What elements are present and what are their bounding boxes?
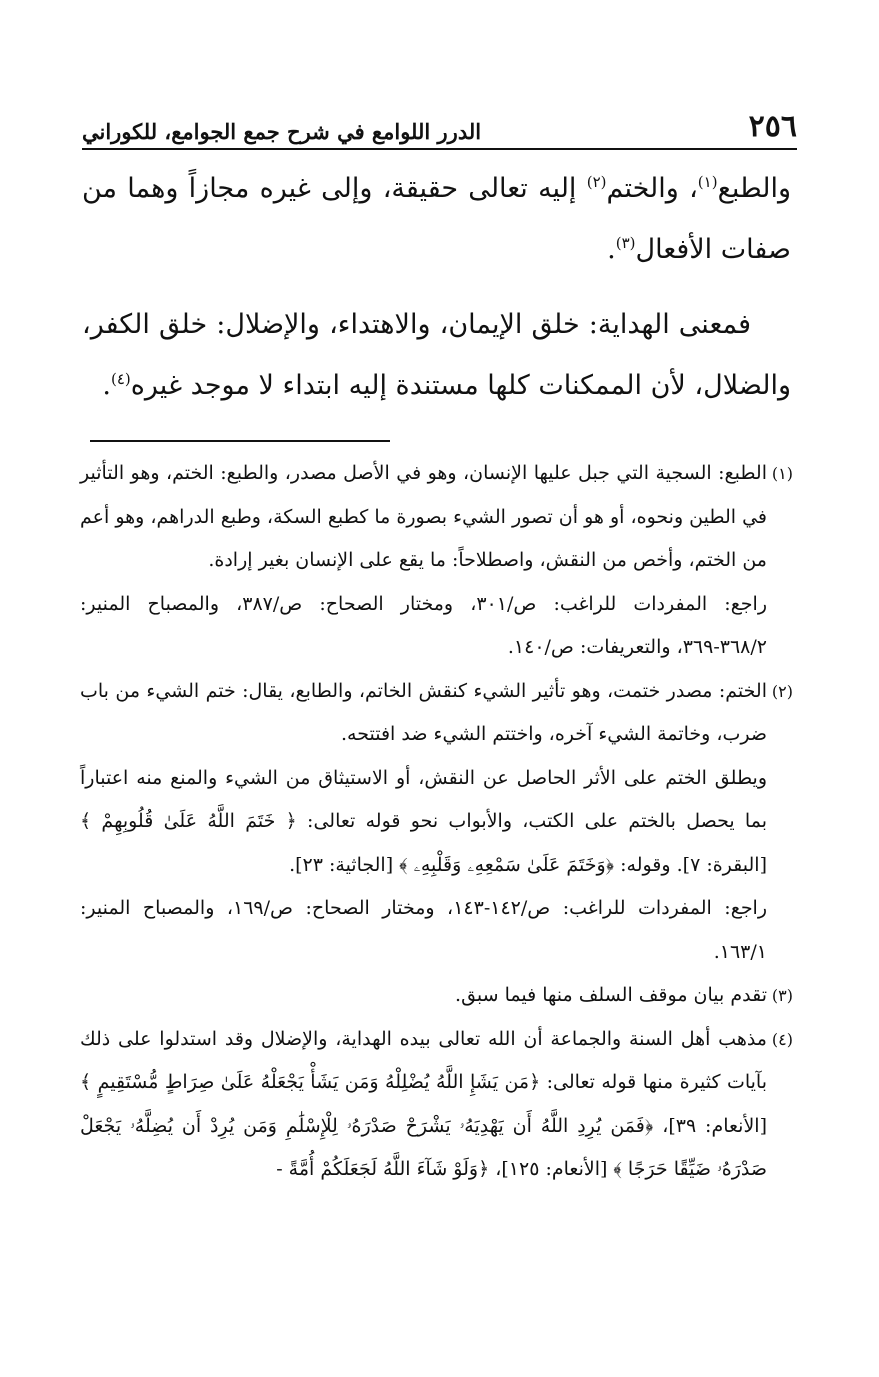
footnote-separator bbox=[90, 440, 390, 442]
main-text bbox=[82, 158, 791, 416]
paragraph-1-part-2: ، والختم bbox=[606, 173, 698, 204]
footnote-3 bbox=[80, 974, 793, 1018]
footnote-2-line-2: ويطلق الختم على الأثر الحاصل عن النقش، أو الاستيثاق من الشيء والمنع منه اعتباراً بما يحصل بالختم على الكتب، والأبواب نحو قوله تعالى: ﴿ خَتَمَ اللَّهُ عَلَىٰ قُلُوبِهِمْ ﴾ [البقرة: ٧]. وقوله: ﴿وَخَتَمَ عَلَىٰ سَمْعِهِۦ وَقَلْبِهِۦ ﴾ [الجاثية: ٢٣]. bbox=[80, 766, 767, 876]
footnote-ref-4: (٤) bbox=[110, 370, 131, 388]
paragraph-1-part-3: إليه تعالى حقيقة، وإلى غيره مجازاً وهما من صفات الأفعال bbox=[82, 173, 791, 265]
page-number: ٢٥٦ bbox=[748, 109, 797, 144]
footnote-marker: (٢) bbox=[771, 681, 793, 701]
paragraph-1 bbox=[82, 158, 791, 280]
running-title: الدرر اللوامع في شرح جمع الجوامع، للكوراني bbox=[82, 119, 482, 144]
paragraph-2 bbox=[82, 294, 791, 416]
footnote-4-line-1: مذهب أهل السنة والجماعة أن الله تعالى بيده الهداية، والإضلال وقد استدلوا على ذلك بآيات كثيرة منها قوله تعالى: ﴿مَن يَشَإِ اللَّهُ يُضْلِلْهُ وَمَن يَشَأْ يَجْعَلْهُ عَلَىٰ صِرَاطٍ مُّسْتَقِيمٍ ﴾ [الأنعام: ٣٩]، ﴿فَمَن يُرِدِ اللَّهُ أَن يَهْدِيَهُۥ يَشْرَحْ صَدْرَهُۥ لِلْإِسْلَٰمِ وَمَن يُرِدْ أَن يُضِلَّهُۥ يَجْعَلْ صَدْرَهُۥ ضَيِّقًا حَرَجًا ﴾ [الأنعام: ١٢٥]، ﴿وَلَوْ شَآءَ اللَّهُ لَجَعَلَكُمْ أُمَّةً - bbox=[80, 1027, 767, 1180]
footnote-1-line-1: الطبع: السجية التي جبل عليها الإنسان، وهو في الأصل مصدر، والطبع: الختم، وهو التأثير في الطين ونحوه، أو هو أن تصور الشيء بصورة ما كطبع السكة، وطبع الدراهم، وهو أعم من الختم، وأخص من النقش، واصطلاحاً: ما يقع على الإنسان بغير إرادة. bbox=[80, 462, 767, 571]
footnotes bbox=[80, 452, 793, 1192]
paragraph-1-part-1: والطبع bbox=[717, 173, 791, 204]
footnote-ref-1: (١) bbox=[697, 173, 718, 191]
footnote-2 bbox=[80, 670, 793, 975]
footnote-ref-3: (٣) bbox=[615, 234, 636, 252]
footnote-2-line-3: راجع: المفردات للراغب: ص/١٤٢-١٤٣، ومختار الصحاح: ص/١٦٩، والمصباح المنير: ١٦٣/١. bbox=[80, 897, 768, 963]
paragraph-2-text: فمعنى الهداية: خلق الإيمان، والاهتداء، والإضلال: خلق الكفر، والضلال، لأن الممكنات كلها مستندة إليه ابتداء لا موجد غيره bbox=[82, 309, 791, 401]
footnote-1-line-2: راجع: المفردات للراغب: ص/٣٠١، ومختار الصحاح: ص/٣٨٧، والمصباح المنير: ٣٦٨/٢-٣٦٩، والتعريفات: ص/١٤٠. bbox=[80, 592, 767, 658]
paragraph-2-end: . bbox=[102, 370, 111, 401]
page-header bbox=[82, 100, 797, 150]
footnote-4 bbox=[80, 1018, 793, 1192]
footnote-marker: (٣) bbox=[771, 986, 793, 1005]
footnote-marker: (٤) bbox=[771, 1029, 793, 1049]
footnote-3-line-1: تقدم بيان موقف السلف منها فيما سبق. bbox=[455, 984, 767, 1006]
footnote-1 bbox=[80, 452, 793, 670]
footnote-marker: (١) bbox=[771, 464, 793, 483]
footnote-2-line-1: الختم: مصدر ختمت، وهو تأثير الشيء كنقش الخاتم، والطابع، يقال: ختم الشيء من باب ضرب، وخاتمة الشيء آخره، واختتم الشيء ضد افتتحه. bbox=[80, 679, 767, 745]
paragraph-1-part-4: . bbox=[607, 234, 616, 265]
footnote-ref-2: (٢) bbox=[586, 173, 607, 191]
